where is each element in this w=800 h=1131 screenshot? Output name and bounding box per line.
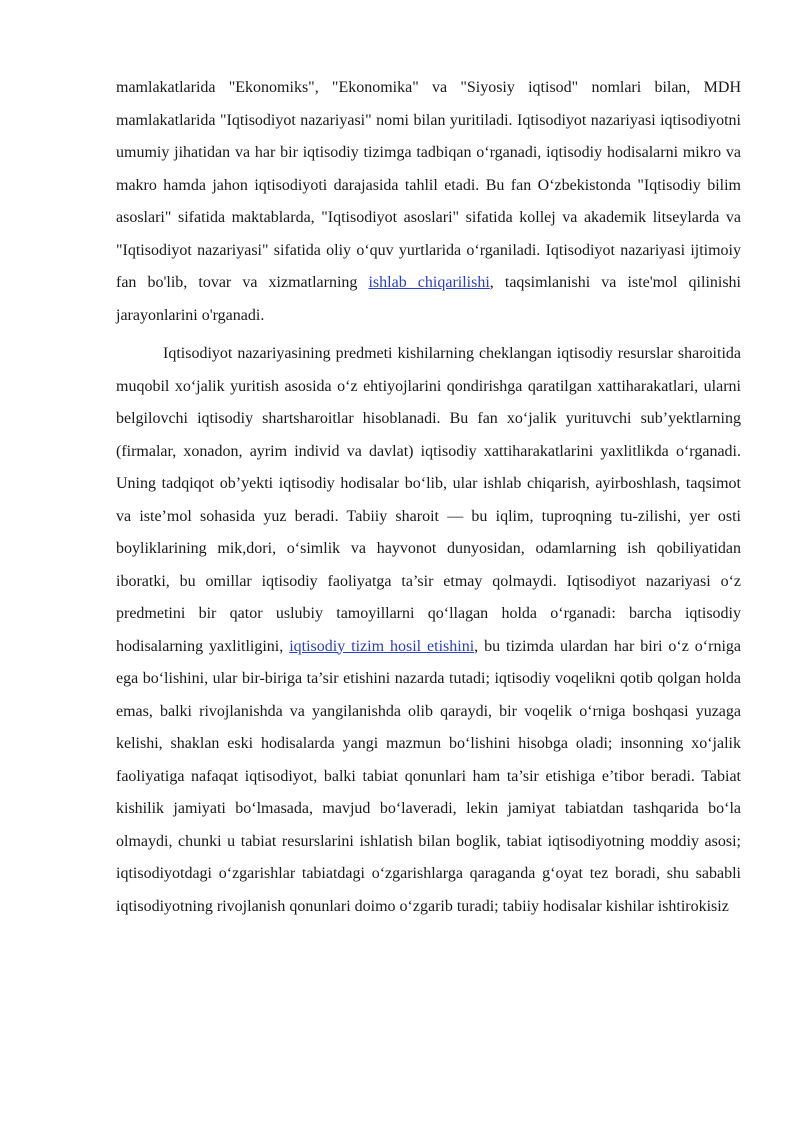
link-iqtisodiy-tizim-hosil-etishini[interactable]: iqtisodiy tizim hosil etishini: [289, 637, 475, 655]
paragraph-2-text-start: Iqtisodiyot nazariyasining predmeti kishilarning cheklangan iqtisodiy resurslar sharoitida muqobil xo‘jalik yuritish asosida o‘z ehtiyojlarini qondirishga qaratilgan xattiharakatlari, ularni belgilovchi iqtisodiy shartsharoitlar hisoblanadi. Bu fan xo‘jalik yurituvchi sub’yektlarning (firmalar, xonadon, ayrim individ va davlat) iqtisodiy xattiharakatlarini yaxlitlikda o‘rganadi. Uning tadqiqot ob’yekti iqtisodiy hodisalar bo‘lib, ular ishlab chiqarish, ayirboshlash, taqsimot va iste’mol sohasida yuz beradi. Tabiiy sharoit — bu iqlim, tuproqning tu-zilishi, yer osti boyliklarining mik,dori, o‘simlik va hayvonot dunyosidan, odamlarning ish qobiliyatidan iboratki, bu omillar iqtisodiy faoliyatga ta’sir etmay qolmaydi. Iqtisodiyot nazariyasi o‘z predmetini bir qator uslubiy tamoyillarni qo‘llagan holda o‘rganadi: barcha iqtisodiy hodisalarning yaxlitligini,: [116, 345, 741, 655]
document-page: [116, 72, 741, 923]
paragraph-1: [116, 72, 741, 332]
paragraph-1-text-end: , taqsimlanishi va iste'mol qilinishi jarayonlarini o'rganadi.: [116, 274, 742, 324]
paragraph-1-text-start: mamlakatlarida "Ekonomiks", "Ekonomika" va "Siyosiy iqtisod" nomlari bilan, MDH mamlakatlarida "Iqtisodiyot nazariyasi" nomi bilan yuritiladi. Iqtisodiyot nazariyasi iqtisodiyotni umumiy jihatidan va har bir iqtisodiy tizimga tadbiqan o‘rganadi, iqtisodiy hodisalarni mikro va makro hamda jahon iqtisodiyoti darajasida tahlil etadi. Bu fan O‘zbekistonda "Iqtisodiy bilim asoslari" sifatida maktablarda, "Iqtisodiyot asoslari" sifatida kollej va akademik litseylarda va "Iqtisodiyot nazariyasi" sifatida oliy o‘quv yurtlarida o‘rganiladi. Iqtisodiyot nazariyasi ijtimoiy fan bo'lib, tovar va xizmatlarning: [116, 79, 741, 291]
paragraph-2: [116, 338, 741, 923]
link-ishlab-chiqarilishi[interactable]: ishlab chiqarilishi: [368, 274, 490, 291]
paragraph-2-text-end: , bu tizimda ulardan har biri o‘z o‘rniga ega bo‘lishini, ular bir-biriga ta’sir etishini nazarda tutadi; iqtisodiy voqelikni qotib qolgan holda emas, balki rivojlanishda va yangilanishda olib qaraydi, bir voqelik o‘rniga boshqasi yuzaga kelishi, shaklan eski hodisalarda yangi mazmun bo‘lishini hisobga oladi; insonning xo‘jalik faoliyatiga nafaqat iqtisodiyot, balki tabiat qonunlari ham ta’sir etishiga e’tibor beradi. Tabiat kishilik jamiyati bo‘lmasada, mavjud bo‘laveradi, lekin jamiyat tabiatdan tashqarida bo‘la olmaydi, chunki u tabiat resurslarini ishlatish bilan boglik, tabiat iqtisodiyotning moddiy asosi; iqtisodiyotdagi o‘zgarishlar tabiatdagi o‘zgarishlarga qaraganda g‘oyat tez boradi, shu sababli iqtisodiyotning rivojlanish qonunlari doimo o‘zgarib turadi; tabiiy hodisalar kishilar ishtirokisiz: [116, 637, 741, 915]
